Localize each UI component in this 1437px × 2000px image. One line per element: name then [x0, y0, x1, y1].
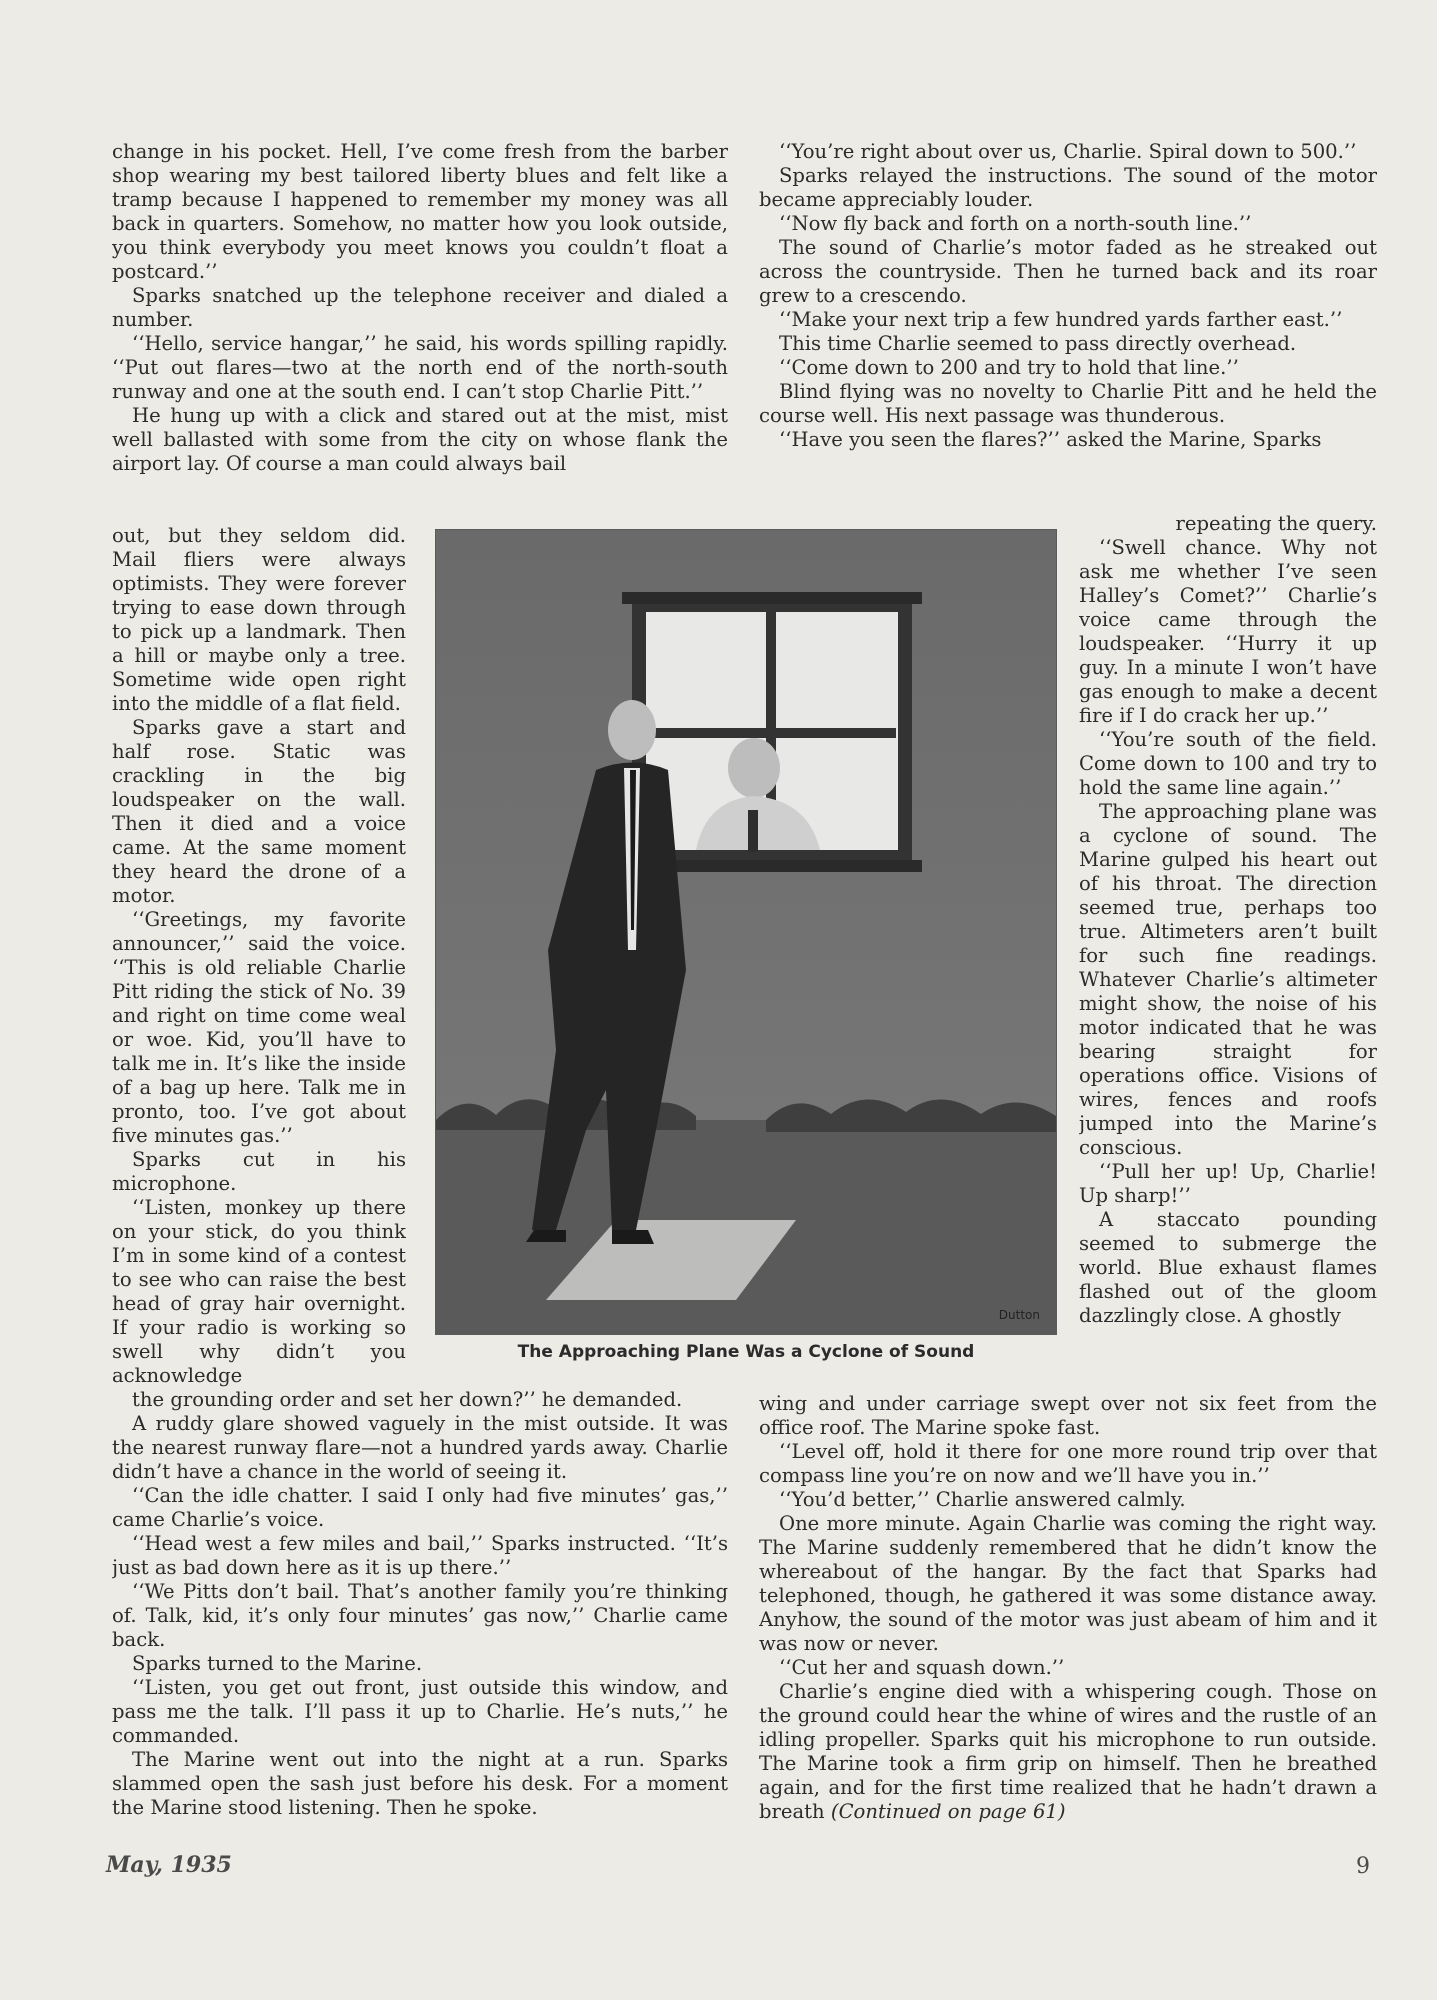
paragraph: The sound of Charlie’s motor faded as he streaked out across the countryside. Then he turned back and its roar grew to a crescendo.	[759, 236, 1377, 307]
paragraph: ‘‘You’re south of the field. Come down to 100 and try to hold the same line again.’’	[1079, 728, 1377, 799]
right-column-top	[759, 140, 1377, 514]
paragraph: change in his pocket. Hell, I’ve come fresh from the barber shop wearing my best tailored liberty blues and felt like a tramp because I happened to remember my money was all back in quarters. Somehow, no matter how you look outside, you think everybody you meet knows you couldn’t float a postcard.’’	[112, 140, 728, 283]
paragraph: ‘‘Swell chance. Why not ask me whether I’ve seen Halley’s Comet?’’ Charlie’s voice came through the loudspeaker. ‘‘Hurry it up guy. In a minute I won’t have gas enough to make a decent fire if I do crack her up.’’	[1079, 536, 1377, 727]
paragraph: the grounding order and set her down?’’ he demanded.	[132, 1388, 683, 1411]
paragraph: out, but they seldom did. Mail fliers were always optimists. They were forever trying to ease down through to pick up a landmark. Then a hill or maybe only a tree. Sometime wide open right into the middle of a flat field.	[112, 524, 406, 715]
issue-date: May, 1935	[106, 1852, 232, 1878]
paragraph	[759, 1680, 1377, 1824]
right-column-wrap	[1079, 512, 1377, 1392]
illustration	[436, 530, 1056, 1334]
paragraph: ‘‘Make your next trip a few hundred yards farther east.’’	[779, 308, 1343, 331]
paragraph: ‘‘Have you seen the flares?’’ asked the Marine, Sparks	[779, 428, 1322, 451]
left-column-wrap	[112, 524, 406, 1390]
paragraph: ‘‘Level off, hold it there for one more round trip over that compass line you’re on now and we’ll have you in.’’	[759, 1440, 1377, 1487]
paragraph: ‘‘Listen, you get out front, just outside this window, and pass me the talk. I’ll pass it up to Charlie. He’s nuts,’’ he commanded.	[112, 1676, 728, 1747]
paragraph: He hung up with a click and stared out at the mist, mist well ballasted with some from the city on whose flank the airport lay. Of course a man could always bail	[112, 404, 728, 475]
paragraph: ‘‘You’d better,’’ Charlie answered calmly.	[779, 1488, 1186, 1511]
left-column-top	[112, 140, 728, 525]
paragraph: Sparks cut in his microphone.	[112, 1148, 406, 1195]
artist-signature: Dutton	[998, 1308, 1040, 1322]
paragraph: ‘‘Head west a few miles and bail,’’ Sparks instructed. ‘‘It’s just as bad down here as it is up there.’’	[112, 1532, 728, 1579]
paragraph: ‘‘Greetings, my favorite announcer,’’ said the voice. ‘‘This is old reliable Charlie Pitt riding the stick of No. 39 and right on time come weal or woe. Kid, you’ll have to talk me in. It’s like the inside of a bag up here. Talk me in pronto, too. I’ve got about five minutes gas.’’	[112, 908, 406, 1147]
paragraph: A ruddy glare showed vaguely in the mist outside. It was the nearest runway flare—not a hundred yards away. Charlie didn’t have a chance in the world of seeing it.	[112, 1412, 728, 1483]
paragraph: ‘‘Can the idle chatter. I said I only had five minutes’ gas,’’ came Charlie’s voice.	[112, 1484, 728, 1531]
paragraph: Sparks snatched up the telephone receiver and dialed a number.	[112, 284, 728, 331]
paragraph: ‘‘Hello, service hangar,’’ he said, his words spilling rapidly. ‘‘Put out flares—two at the north end of the north-south runway and one at the south end. I can’t stop Charlie Pitt.’’	[112, 332, 728, 403]
paragraph: Sparks gave a start and half rose. Static was crackling in the big loudspeaker on the wall. Then it died and a voice came. At the same moment they heard the drone of a motor.	[112, 716, 406, 907]
paragraph: The Marine went out into the night at a run. Sparks slammed open the sash just before his desk. For a moment the Marine stood listening. Then he spoke.	[112, 1748, 728, 1819]
left-column-bottom	[112, 1388, 728, 1822]
paragraph: The approaching plane was a cyclone of sound. The Marine gulped his heart out of his throat. The direction seemed true, perhaps too true. Altimeters aren’t built for such fine readings. Whatever Charlie’s altimeter might show, the noise of his motor indicated that he was bearing straight for operations office. Visions of wires, fences and roofs jumped into the Marine’s conscious.	[1079, 800, 1377, 1159]
paragraph: ‘‘Now fly back and forth on a north-south line.’’	[779, 212, 1252, 235]
illustration-caption: The Approaching Plane Was a Cyclone of Sound	[517, 1342, 975, 1362]
paragraph: ‘‘We Pitts don’t bail. That’s another family you’re thinking of. Talk, kid, it’s only four minutes’ gas now,’’ Charlie came back.	[112, 1580, 728, 1651]
paragraph: Blind flying was no novelty to Charlie Pitt and he held the course well. His next passage was thunderous.	[759, 380, 1377, 427]
paragraph: Sparks turned to the Marine.	[132, 1652, 423, 1675]
right-column-bottom	[759, 1392, 1377, 1826]
paragraph: ‘‘Cut her and squash down.’’	[779, 1656, 1065, 1679]
paragraph: One more minute. Again Charlie was coming the right way. The Marine suddenly remembered that he didn’t know the whereabout of the hangar. By the fact that Sparks had telephoned, though, he gathered it was some distance away. Anyhow, the sound of the motor was just abeam of him and it was now or never.	[759, 1512, 1377, 1655]
paragraph: wing and under carriage swept over not six feet from the office roof. The Marine spoke fast.	[759, 1392, 1377, 1439]
paragraph: This time Charlie seemed to pass directly overhead.	[779, 332, 1297, 355]
paragraph: ‘‘Listen, monkey up there on your stick, do you think I’m in some kind of a contest to see who can raise the best head of gray hair overnight. If your radio is working so swell why didn’t you acknowledge	[112, 1196, 406, 1387]
paragraph: repeating the query.	[1175, 512, 1377, 535]
illustration-drawing	[436, 530, 1056, 1334]
continued-note: (Continued on page 61)	[830, 1800, 1066, 1823]
paragraph: ‘‘Come down to 200 and try to hold that line.’’	[779, 356, 1239, 379]
page-number: 9	[1356, 1854, 1370, 1879]
paragraph: ‘‘You’re right about over us, Charlie. Spiral down to 500.’’	[779, 140, 1357, 163]
paragraph: Sparks relayed the instructions. The sound of the motor became appreciably louder.	[759, 164, 1377, 211]
paragraph: A staccato pounding seemed to submerge the world. Blue exhaust flames flashed out of the gloom dazzlingly close. A ghostly	[1079, 1208, 1377, 1327]
paragraph: ‘‘Pull her up! Up, Charlie! Up sharp!’’	[1079, 1160, 1377, 1207]
paragraph-text: Charlie’s engine died with a whispering cough. Those on the ground could hear the whine of wires and the rustle of an idling propeller. Sparks quit his microphone to run outside. The Marine took a firm grip on himself. Then he breathed again, and for the first time realized that he hadn’t drawn a breath	[759, 1680, 1377, 1823]
